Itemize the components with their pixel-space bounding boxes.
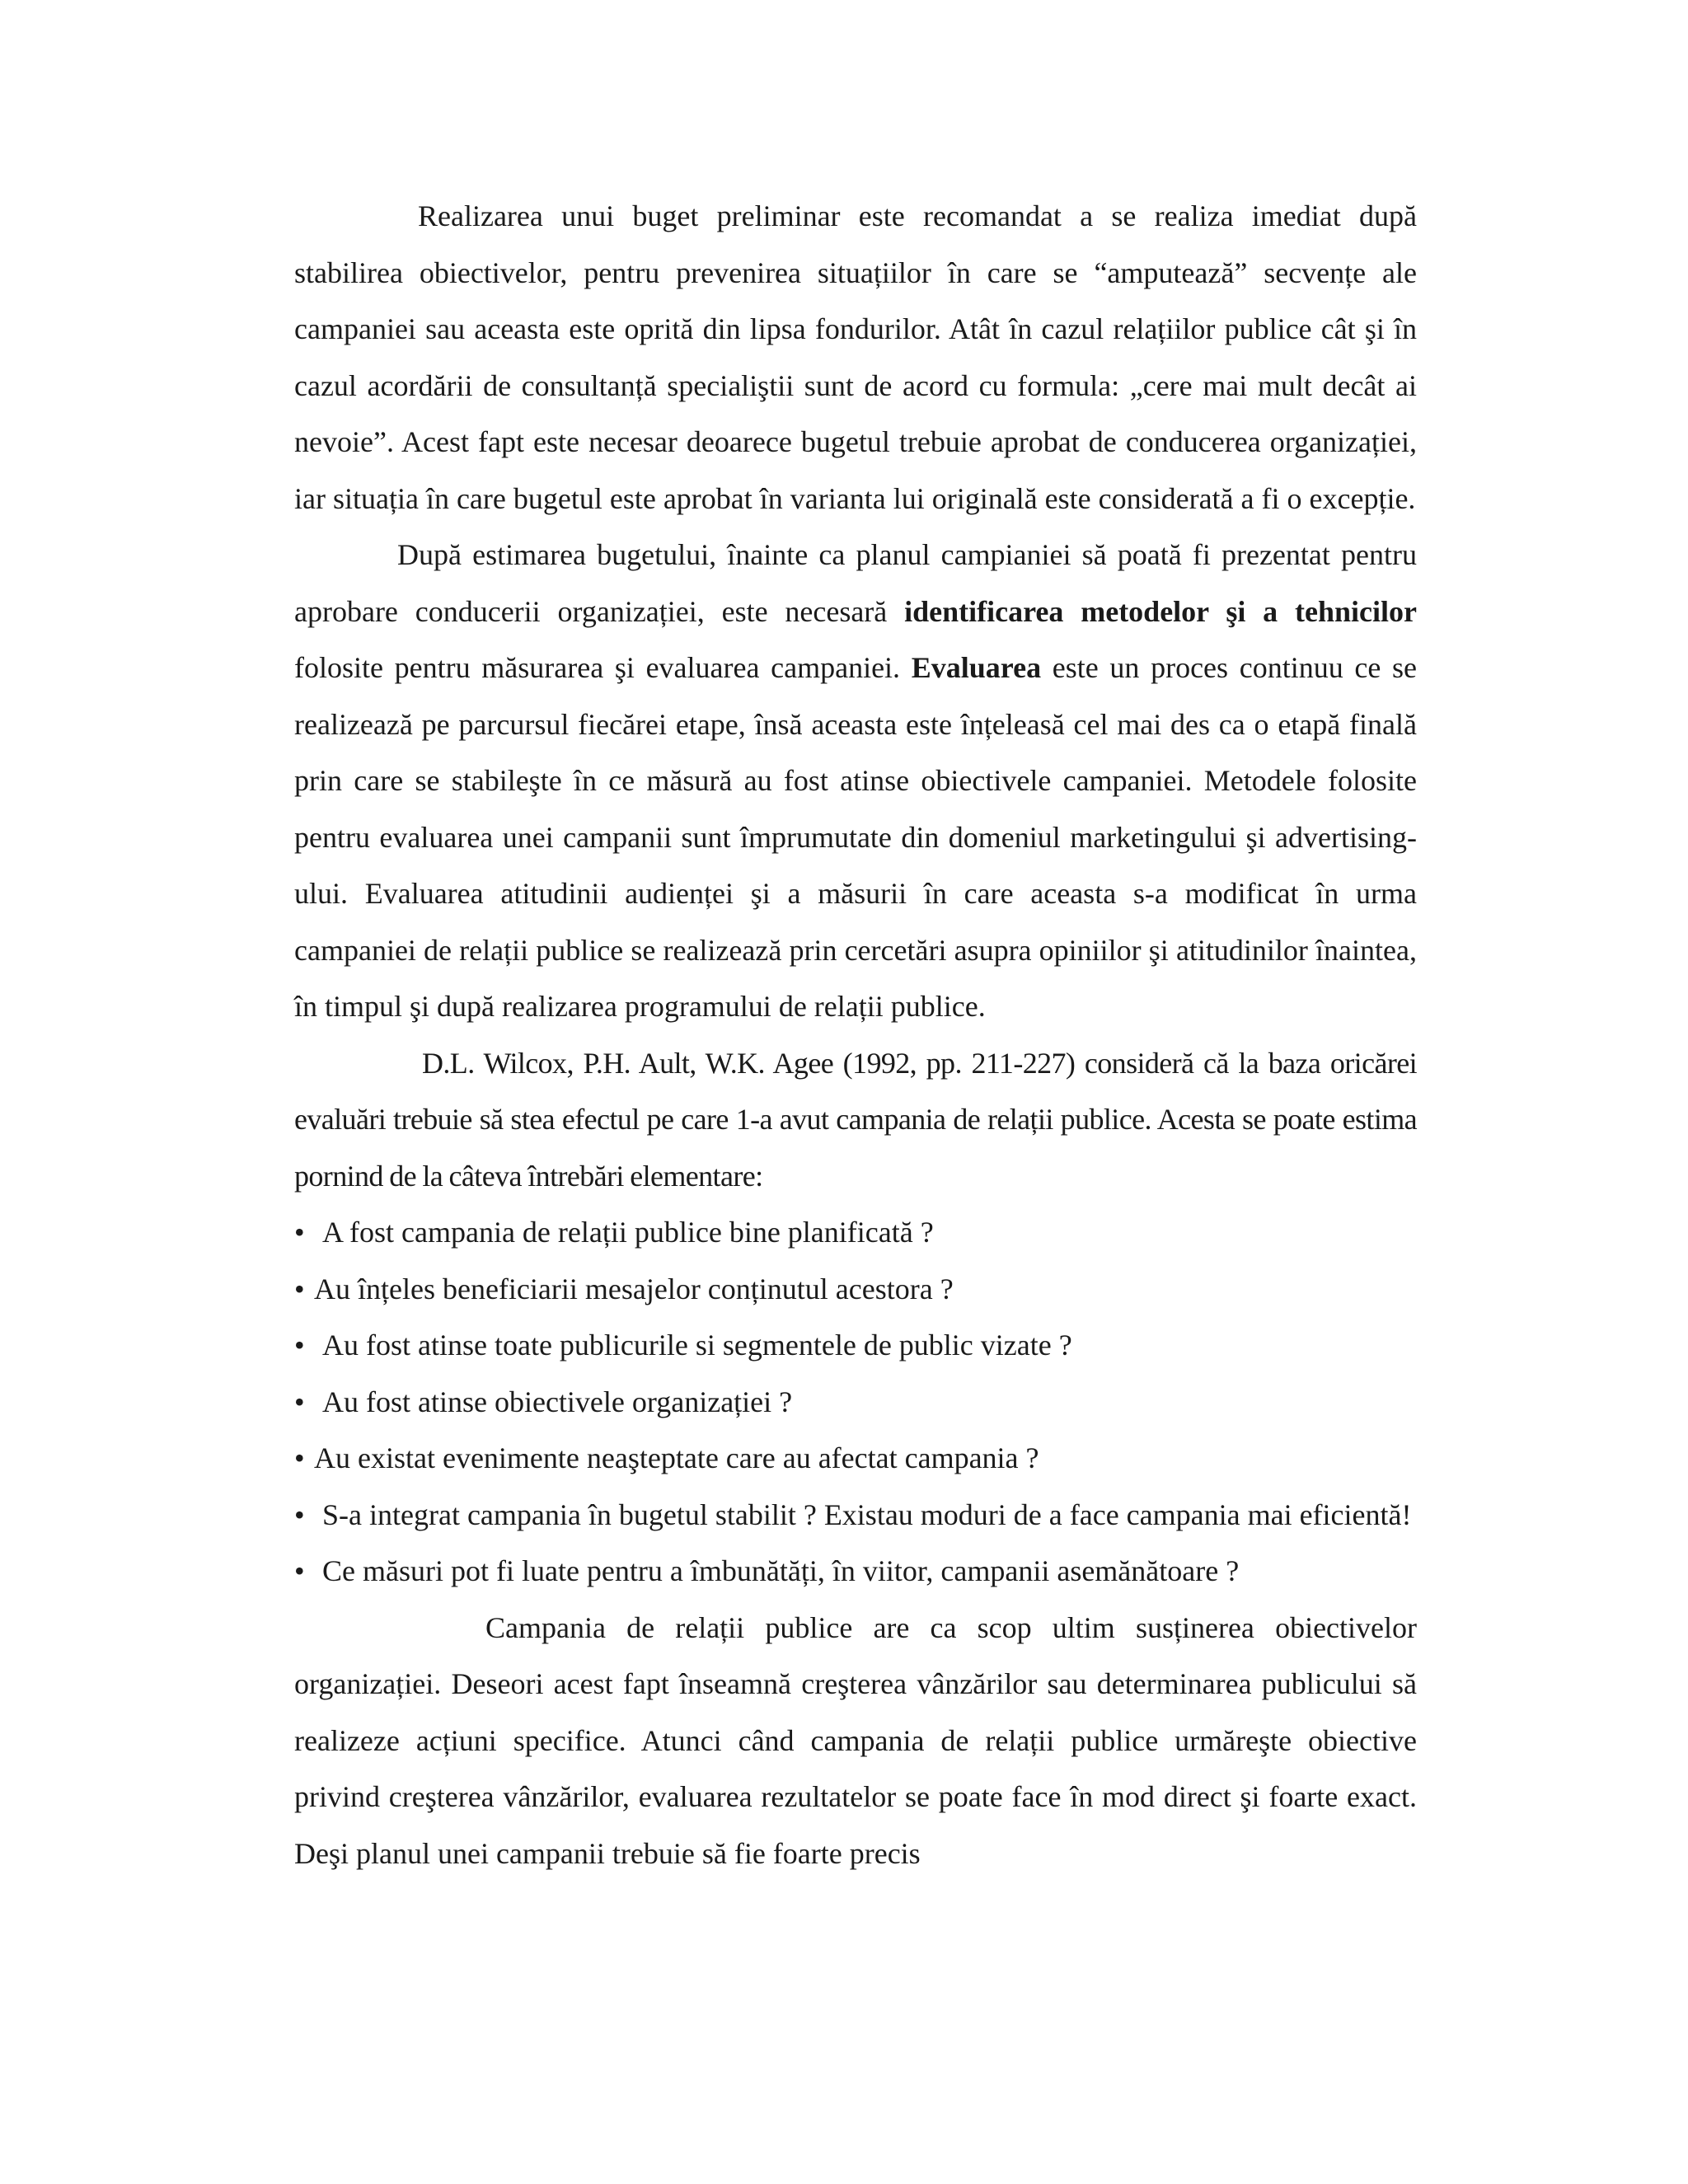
- document-page: [294, 188, 1417, 1882]
- list-item-text: Au înțeles beneficiarii mesajelor conținutul acestora ?: [314, 1272, 954, 1305]
- list-item: [294, 1374, 1417, 1431]
- bullet-symbol: •: [294, 1216, 305, 1249]
- list-item-text: Au fost atinse obiectivele organizației ?: [322, 1385, 793, 1418]
- list-item-text: Ce măsuri pot fi luate pentru a îmbunătăți, în viitor, campanii asemănătoare ?: [322, 1554, 1240, 1587]
- evaluation-text-1: După estimarea bugetului, înainte ca planul campianiei să poată fi prezentat pentru aprobare conducerii organizației, este necesară: [294, 538, 1417, 628]
- paragraph-wilcox: D.L. Wilcox, P.H. Ault, W.K. Agee (1992, pp. 211-227) consideră că la baza oricărei evaluări trebuie să stea efectul pe care 1-a avut campania de relații publice. Acesta se poate estima pornind de la câteva întrebări elementare:: [294, 1046, 1417, 1193]
- list-item-text: A fost campania de relații publice bine planificată ?: [322, 1216, 934, 1249]
- list-item: [294, 1261, 1417, 1318]
- list-item: [294, 1543, 1417, 1600]
- question-list: [294, 1204, 1417, 1600]
- bullet-symbol: •: [294, 1329, 305, 1361]
- bullet-symbol: •: [294, 1554, 305, 1587]
- list-item-text: Au existat evenimente neaşteptate care au afectat campania ?: [314, 1441, 1039, 1474]
- list-item: [294, 1204, 1417, 1261]
- bullet-symbol: •: [294, 1272, 305, 1305]
- paragraph-campaign-goal: Campania de relații publice are ca scop ultim susținerea obiectivelor organizației. Deseori acest fapt înseamnă creşterea vânzărilor sau determinarea publicului să realizeze acțiuni specifice. Atunci când campania de relații publice urmăreşte obiective privind creşterea vânzărilor, evaluarea rezultatelor se poate face în mod direct şi foarte exact. Deşi planul unei campanii trebuie să fie foarte precis: [294, 1610, 1417, 1870]
- bullet-symbol: •: [294, 1497, 305, 1531]
- bullet-symbol: •: [294, 1441, 305, 1474]
- bullet-symbol: •: [294, 1385, 305, 1418]
- evaluation-bold-methods: identificarea metodelor şi a tehnicilor: [904, 594, 1417, 628]
- paragraph-evaluation: [294, 527, 1417, 1035]
- evaluation-bold-term: Evaluarea: [911, 651, 1042, 684]
- list-item-text: S-a integrat campania în bugetul stabilit ? Existau moduri de a face campania mai eficientă!: [322, 1497, 1412, 1531]
- list-item: [294, 1317, 1417, 1374]
- list-item: [294, 1430, 1417, 1487]
- evaluation-text-2: folosite pentru măsurarea şi evaluarea campaniei.: [294, 651, 912, 684]
- paragraph-budget: Realizarea unui buget preliminar este recomandat a se realiza imediat după stabilirea obiectivelor, pentru prevenirea situațiilor în care se “amputează” secvențe ale campaniei sau aceasta este oprită din lipsa fondurilor. Atât în cazul relațiilor publice cât şi în cazul acordării de consultanță specialiştii sunt de acord cu formula: „cere mai mult decât ai nevoie”. Acest fapt este necesar deoarece bugetul trebuie aprobat de conducerea organizației, iar situația în care bugetul este aprobat în varianta lui originală este considerată a fi o excepție.: [294, 199, 1417, 515]
- evaluation-text-3: este un proces continuu ce se realizează pe parcursul fiecărei etape, însă aceasta este înțeleasă cel mai des ca o etapă finală prin care se stabileşte în ce măsură au fost atinse obiectivele campaniei. Metodele folosite pentru evaluarea unei campanii sunt împrumutate din domeniul marketingului şi advertising-ului. Evaluarea atitudinii audienței şi a măsurii în care aceasta s-a modificat în urma campaniei de relații publice se realizează prin cercetări asupra opiniilor şi atitudinilor înaintea, în timpul şi după realizarea programului de relații publice.: [294, 651, 1417, 1023]
- list-item-text: Au fost atinse toate publicurile si segmentele de public vizate ?: [322, 1329, 1072, 1361]
- list-item: [294, 1487, 1417, 1544]
